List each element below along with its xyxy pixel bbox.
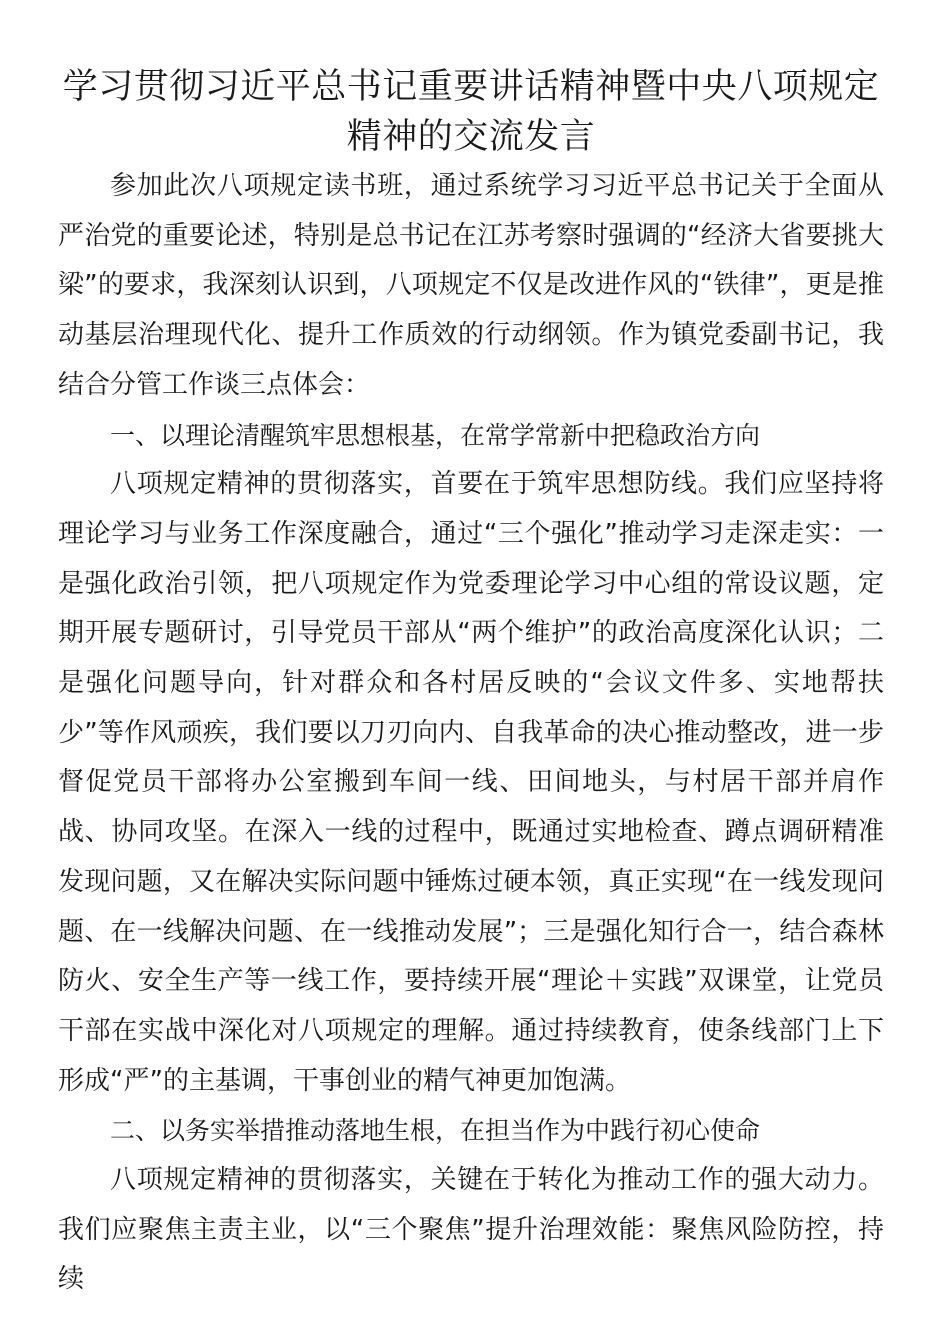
document-page [58,62,884,1305]
section-2-heading: 二、以务实举措推动落地生根，在担当作为中践行初心使命 [110,1116,761,1146]
intro-paragraph: 参加此次八项规定读书班，通过系统学习习近平总书记关于全面从严治党的重要论述，特别是总书记在江苏考察时强调的“经济大省要挑大梁”的要求，我深刻认识到，八项规定不仅是改进作风的“铁律”，更是推动基层治理现代化、提升工作质效的行动纲领。作为镇党委副书记，我结合分管工作谈三点体会： [58,171,884,400]
section-1-heading: 一、以理论清醒筑牢思想根基，在常学常新中把稳政治方向 [110,420,761,450]
document-title: 学习贯彻习近平总书记重要讲话精神暨中央八项规定精神的交流发言 [62,67,880,157]
section-1-paragraph: 八项规定精神的贯彻落实，首要在于筑牢思想防线。我们应坚持将理论学习与业务工作深度融合，通过“三个强化”推动学习走深走实：一是强化政治引领，把八项规定作为党委理论学习中心组的常设议题，定期开展专题研讨，引导党员干部从“两个维护”的政治高度深化认识；二是强化问题导向，针对群众和各村居反映的“会议文件多、实地帮扶少”等作风顽疾，我们要以刀刃向内、自我革命的决心推动整改，进一步督促党员干部将办公室搬到车间一线、田间地头，与村居干部并肩作战、协同攻坚。在深入一线的过程中，既通过实地检查、蹲点调研精准发现问题，又在解决实际问题中锤炼过硬本领，真正实现“在一线发现问题、在一线解决问题、在一线推动发展”；三是强化知行合一，结合森林防火、安全生产等一线工作，要持续开展“理论＋实践”双课堂，让党员干部在实战中深化对八项规定的理解。通过持续教育，使条线部门上下形成“严”的主基调，干事创业的精气神更加饱满。 [58,469,884,1096]
section-2-paragraph: 八项规定精神的贯彻落实，关键在于转化为推动工作的强大动力。我们应聚焦主责主业，以“三个聚焦”提升治理效能：聚焦风险防控，持续 [58,1165,884,1295]
